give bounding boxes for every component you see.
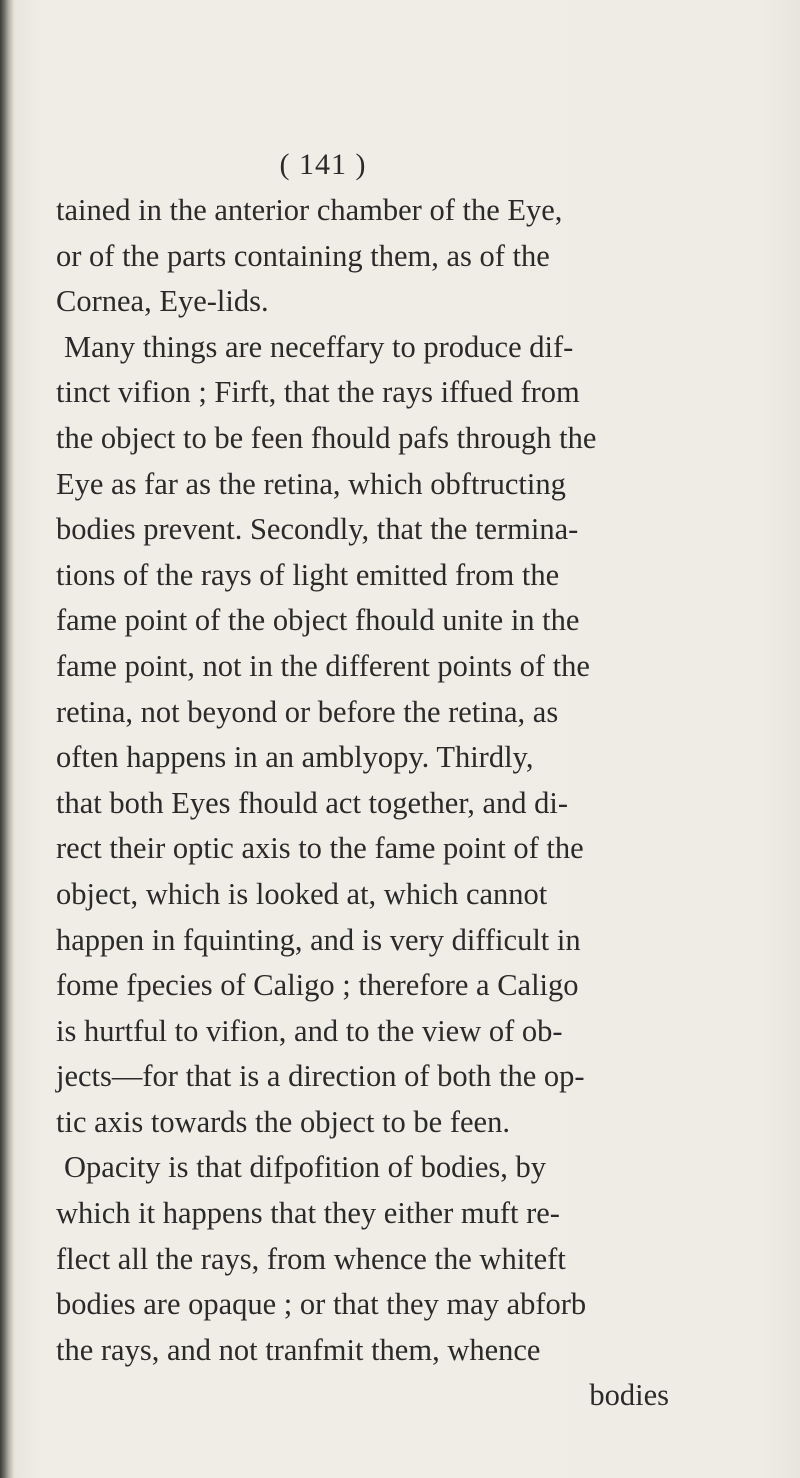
text-line: is hurtful to vifion, and to the view of ob-: [56, 1013, 563, 1048]
text-line: which it happens that they either muft re-: [56, 1196, 560, 1231]
text-line: tinct vifion ; Firft, that the rays iffued from: [56, 375, 580, 410]
text-line: Cornea, Eye-lids.: [56, 284, 269, 319]
text-line: retina, not beyond or before the retina, as: [56, 694, 559, 729]
text-line: happen in fquinting, and is very difficult in: [56, 922, 581, 957]
text-line: fome fpecies of Caligo ; therefore a Caligo: [56, 968, 579, 1003]
text-line: Opacity is that difpofition of bodies, by: [64, 1150, 546, 1185]
catchword: bodies: [589, 1378, 669, 1413]
body-text: [56, 188, 671, 1419]
text-line: that both Eyes fhould act together, and di-: [56, 785, 569, 820]
page-number-header: ( 141 ): [279, 148, 367, 181]
text-line: Eye as far as the retina, which obftructing: [56, 466, 566, 501]
text-line: often happens in an amblyopy. Thirdly,: [56, 740, 534, 775]
text-line: bodies are opaque ; or that they may abforb: [56, 1287, 587, 1322]
text-line: flect all the rays, from whence the whiteft: [56, 1241, 566, 1276]
page-binding-edge: [0, 0, 14, 1478]
text-line: tic axis towards the object to be feen.: [56, 1104, 510, 1139]
text-line: the rays, and not tranfmit them, whence: [56, 1332, 541, 1367]
text-line: tained in the anterior chamber of the Eye,: [56, 193, 563, 227]
text-line: fame point of the object fhould unite in the: [56, 603, 580, 638]
text-line: or of the parts containing them, as of the: [56, 238, 550, 273]
text-line: Many things are neceffary to produce dif-: [64, 329, 574, 364]
text-line: the object to be feen fhould pafs through the: [56, 420, 597, 455]
text-line: bodies prevent. Secondly, that the termina-: [56, 512, 579, 547]
text-line: jects—for that is a direction of both the op-: [56, 1059, 585, 1094]
text-line: object, which is looked at, which cannot: [56, 876, 548, 911]
text-line: rect their optic axis to the fame point of the: [56, 831, 584, 866]
text-line: fame point, not in the different points of the: [56, 648, 590, 683]
text-line: tions of the rays of light emitted from the: [56, 557, 560, 592]
